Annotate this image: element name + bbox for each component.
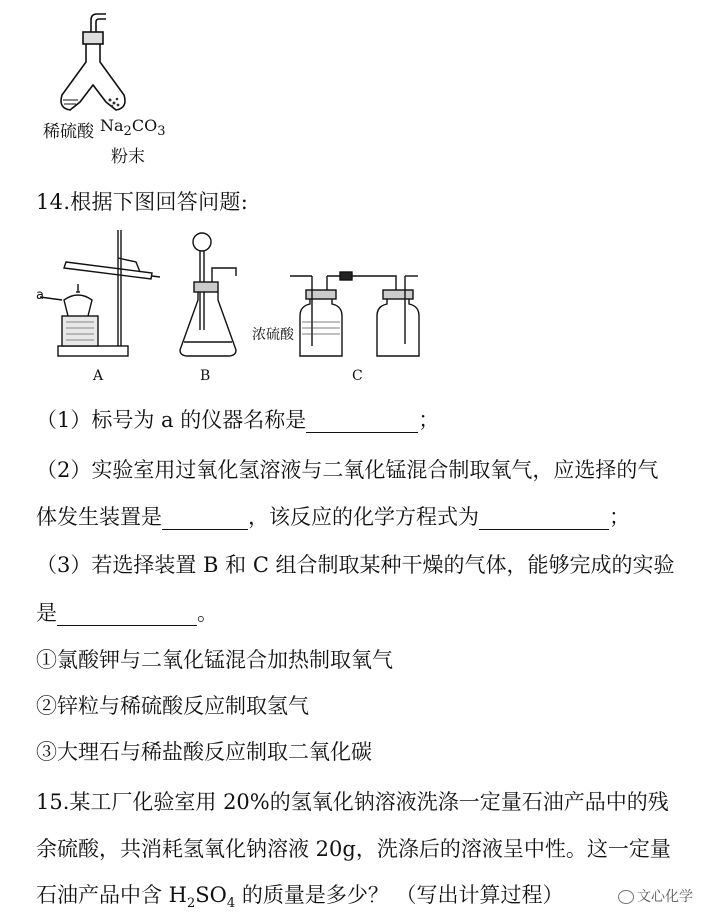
watermark: 文心化学 (618, 886, 693, 906)
label-conc-sulfuric-acid: 浓硫酸 (252, 327, 294, 343)
caption-a: A (93, 368, 104, 384)
caption-c: C (352, 368, 363, 384)
caption-b: B (200, 368, 211, 384)
q14-part3-line2: 是 。 (36, 601, 218, 625)
label-na2co3: $Na_2CO_3$ (100, 116, 166, 140)
blank-3[interactable] (479, 505, 609, 530)
option-1: ①氯酸钾与二氧化锰混合加热制取氧气 (36, 648, 393, 672)
option-3: ③大理石与稀盐酸反应制取二氧化碳 (36, 740, 372, 764)
wechat-icon (618, 890, 634, 904)
option-2: ②锌粒与稀硫酸反应制取氢气 (36, 694, 309, 718)
q15-line2: 余硫酸，共消耗氢氧化钠溶液 20g，洗涤后的溶液呈中性。这一定量 (36, 837, 671, 861)
q14-part1: （1）标号为 a 的仪器名称是 ； (36, 408, 440, 432)
blank-1[interactable] (306, 408, 418, 433)
label-dilute-sulfuric-acid: 稀硫酸 (43, 122, 94, 142)
blank-4[interactable] (57, 601, 197, 626)
q15-line3: 石油产品中含 $H_2SO_4$ 的质量是多少？ （写出计算过程） (36, 883, 564, 912)
q14-part3-line1: （3）若选择装置 B 和 C 组合制取某种干燥的气体，能够完成的实验 (36, 553, 675, 577)
q15-line1: 15.某工厂化验室用 20%的氢氧化钠溶液洗涤一定量石油产品中的残 (36, 790, 669, 814)
q14-title: 14.根据下图回答问题: (36, 190, 249, 214)
label-powder: 粉末 (111, 147, 145, 167)
q14-part2-line1: （2）实验室用过氧化氢溶液与二氧化锰混合制取氧气，应选择的气 (36, 458, 659, 482)
q14-part2-line2: 体发生装置是 ，该反应的化学方程式为 ； (36, 505, 630, 529)
label-a: a (36, 288, 44, 303)
blank-2[interactable] (162, 505, 248, 530)
